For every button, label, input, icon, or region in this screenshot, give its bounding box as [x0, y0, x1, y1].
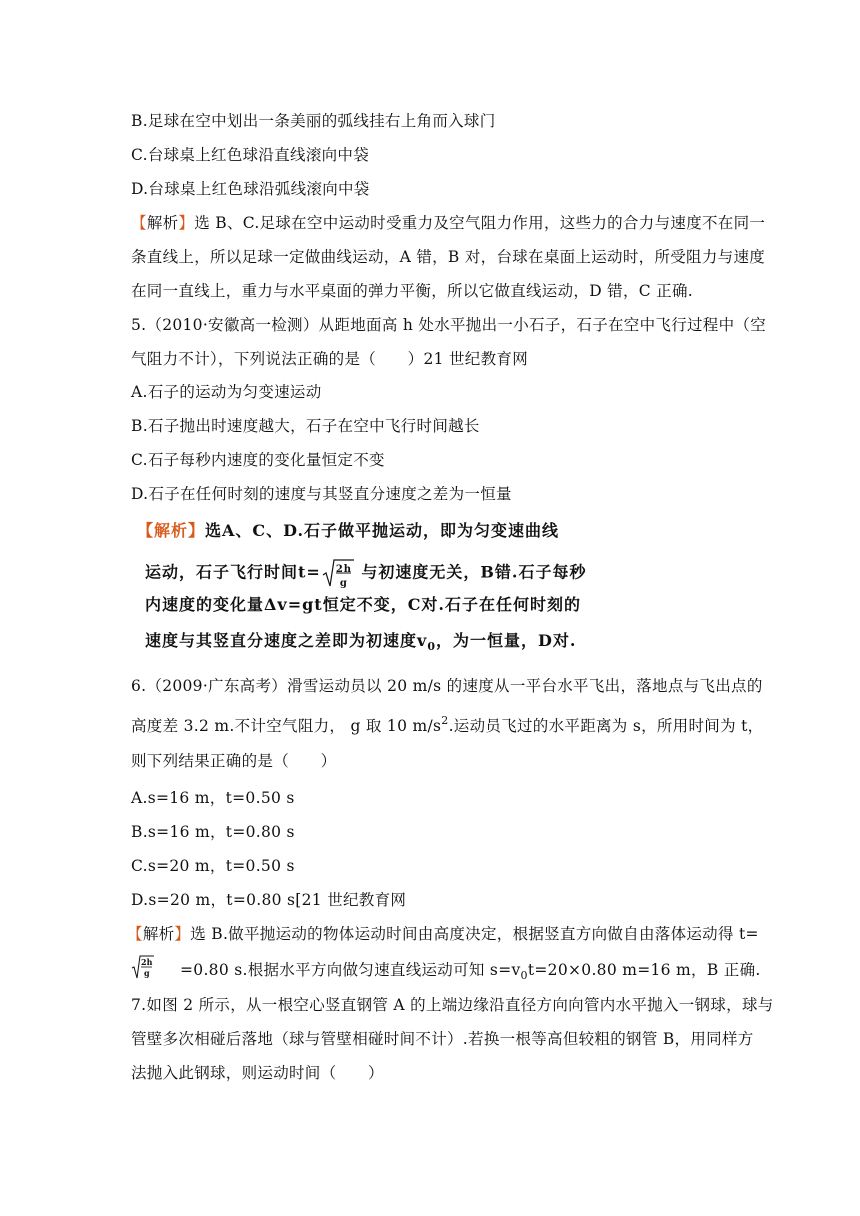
q6-stem-line3: 则下列结果正确的是（ ）	[131, 752, 337, 770]
q6-stem-line1: 6.（2009·广东高考）滑雪运动员以 20 m/s 的速度从一平台水平飞出，落地点与飞出点的	[131, 677, 763, 695]
fraction-denominator: g	[144, 968, 150, 978]
fraction-denominator: g	[339, 578, 348, 589]
q5-stem-line1: 5.（2010·安徽高一检测）从距地面高 h 处水平抛出一小石子，石子在空中飞行过程中（空	[131, 316, 767, 334]
q6-option-a: A.s=16 m，t=0.50 s	[131, 789, 295, 807]
q6-option-b: B.s=16 m，t=0.80 s	[131, 823, 295, 841]
q4-analysis-line3: 在同一直线上，重力与水平桌面的弹力平衡，所以它做直线运动，D 错，C 正确.	[131, 282, 693, 300]
q5-option-d: D.石子在任何时刻的速度与其竖直分速度之差为一恒量	[131, 485, 512, 503]
q6-stem-line2: 高度差 3.2 m.不计空气阻力， g 取 10 $m/s^2$.运动员飞过的水平距离为 s，所用时间为 t，	[131, 714, 764, 735]
q7-stem-line2: 管壁多次相碰后落地（球与管壁相碰时间不计）.若换一根等高但较粗的钢管 B，用同样方	[131, 1030, 754, 1048]
q5-option-c: C.石子每秒内速度的变化量恒定不变	[131, 451, 385, 469]
q5-option-a: A.石子的运动为匀变速运动	[131, 383, 322, 401]
sqrt-fraction	[321, 558, 355, 588]
analysis-tag: 【解析】	[137, 521, 206, 540]
q6-option-c: C.s=20 m，t=0.50 s	[131, 857, 295, 875]
analysis-bracket-close: 】	[174, 925, 191, 943]
q4-analysis-line1: 【解析】选 B、C.足球在空中运动时受重力及空气阻力作用，这些力的合力与速度不在同一	[131, 214, 766, 232]
analysis-tag: 解析	[146, 214, 179, 232]
sqrt-fraction-small	[131, 954, 155, 984]
fraction-numerator: 2h	[335, 564, 353, 575]
analysis-bracket-close: 】	[178, 214, 195, 232]
q7-stem-line3: 法抛入此钢球，则运动时间（ ）	[131, 1064, 384, 1082]
analysis-bracket-open: 【	[127, 925, 143, 943]
analysis-tag: 解析	[142, 925, 175, 943]
q5-analysis-line2: 运动，石子飞行时间t= 2h g 与初速度无关，B错.石子每秒	[145, 558, 587, 588]
q4-option-d: D.台球桌上红色球沿弧线滚向中袋	[131, 180, 370, 198]
q6-analysis-line2: =0.80 s.根据水平方向做匀速直线运动可知 $s=v_0t=20\times 0.80$ m=16 m，B 正确.	[180, 961, 761, 982]
q7-stem-line1: 7.如图 2 所示，从一根空心竖直钢管 A 的上端边缘沿直径方向向管内水平抛入一钢球，球与	[131, 996, 774, 1014]
q6-option-d: D.s=20 m，t=0.80 s[21 世纪教育网	[131, 891, 407, 909]
q4-option-c: C.台球桌上红色球沿直线滚向中袋	[131, 146, 370, 164]
q6-analysis-line1: 【解析】选 B.做平抛运动的物体运动时间由高度决定，根据竖直方向做自由落体运动得 t=	[127, 925, 759, 943]
q5-analysis-line3: 内速度的变化量Δv=gt恒定不变，C对.石子在任何时刻的	[145, 595, 582, 614]
q5-analysis-line1: 【解析】选A、C、D.石子做平抛运动，即为匀变速曲线	[137, 521, 560, 540]
q4-option-b: B.足球在空中划出一条美丽的弧线挂右上角而入球门	[131, 112, 496, 130]
q5-analysis-line4: 速度与其竖直分速度之差即为初速度$v_0$，为一恒量，D对.	[145, 631, 577, 653]
fraction-numerator: 2h	[141, 957, 153, 967]
q4-analysis-line2: 条直线上，所以足球一定做曲线运动，A 错，B 对，台球在桌面上运动时，所受阻力与速度	[131, 248, 766, 266]
analysis-bracket-open: 【	[131, 214, 147, 232]
q5-option-b: B.石子抛出时速度越大，石子在空中飞行时间越长	[131, 417, 480, 435]
q5-stem-line2: 气阻力不计），下列说法正确的是（ ）21 世纪教育网	[131, 350, 529, 368]
